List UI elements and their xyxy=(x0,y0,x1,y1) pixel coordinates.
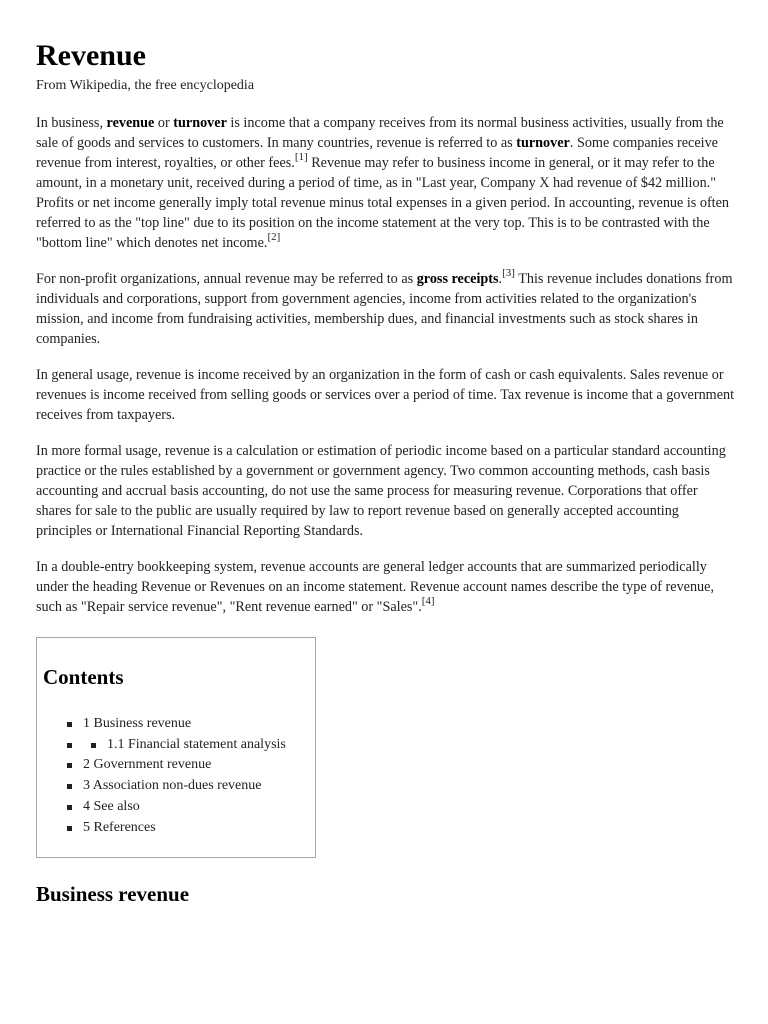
page-tagline: From Wikipedia, the free encyclopedia xyxy=(36,78,255,93)
toc-item-business-revenue[interactable]: 1 Business revenue xyxy=(67,714,286,735)
intro-paragraph-5: In a double-entry bookkeeping system, revenue accounts are general ledger accounts that are summarized periodically under the heading Revenue or Revenues on an income statement. Revenue account names describe the type of revenue, such as "Repair service revenue", "Rent revenue earned" or "Sales".[4] xyxy=(36,559,714,615)
toc-item-see-also[interactable]: 4 See also xyxy=(67,797,286,818)
bold-term-gross-receipts: gross receipts xyxy=(416,271,499,287)
section-heading-business-revenue: Business revenue xyxy=(36,882,190,906)
article-body xyxy=(36,113,736,633)
intro-paragraph-2: For non-profit organizations, annual revenue may be referred to as gross receipts.[3] This revenue includes donations from individuals and corporations, support from government agencies, income from activities related to the organization's mission, and income from fundraising activities, membership dues, and financial investments such as stock shares in companies. xyxy=(36,267,733,347)
table-of-contents xyxy=(36,637,316,858)
toc-item-association-non-dues-revenue[interactable]: 3 Association non-dues revenue xyxy=(67,776,286,797)
toc-item-references[interactable]: 5 References xyxy=(67,818,286,839)
page-title: Revenue xyxy=(36,39,146,72)
intro-paragraph-4: In more formal usage, revenue is a calculation or estimation of periodic income based on a particular standard accounting practice or the rules established by a government or government agency. Two common accounting methods, cash basis accounting and accrual basis accounting, do not use the same process for measuring revenue. Corporations that offer shares for sale to the public are usually required by law to report revenue based on generally accepted accounting principles or International Financial Reporting Standards. xyxy=(36,443,726,539)
bold-term-turnover-2: turnover xyxy=(516,135,570,151)
bold-term-turnover: turnover xyxy=(173,115,227,131)
toc-item-financial-statement-analysis[interactable]: 1.1 Financial statement analysis xyxy=(91,735,286,756)
toc-title: Contents xyxy=(43,665,124,689)
toc-subgroup xyxy=(67,735,286,756)
intro-paragraph-1: In business, revenue or turnover is income that a company receives from its normal business activities, usually from the sale of goods and services to customers. In many countries, revenue is referred to as turnover. Some companies receive revenue from interest, royalties, or other fees.[1] Revenue may refer to business income in general, or it may refer to the amount, in a monetary unit, received during a period of time, as in "Last year, Company X had revenue of $42 million." Profits or net income generally imply total revenue minus total expenses in a given period. In accounting, revenue is often referred to as the "top line" due to its position on the income statement at the very top. This is to be contrasted with the "bottom line" which denotes net income.[2] xyxy=(36,115,730,251)
intro-paragraph-3: In general usage, revenue is income received by an organization in the form of cash or cash equivalents. Sales revenue or revenues is income received from selling goods or services over a period of time. Tax revenue is income that a government receives from taxpayers. xyxy=(36,367,735,423)
reference-link-2[interactable]: [2] xyxy=(267,231,281,244)
reference-link-3[interactable]: [3] xyxy=(502,267,515,280)
reference-link-1[interactable]: [1] xyxy=(294,151,308,164)
reference-link-4[interactable]: [4] xyxy=(421,595,435,608)
bold-term-revenue: revenue xyxy=(106,115,155,131)
toc-list xyxy=(67,714,286,838)
toc-item-government-revenue[interactable]: 2 Government revenue xyxy=(67,755,286,776)
